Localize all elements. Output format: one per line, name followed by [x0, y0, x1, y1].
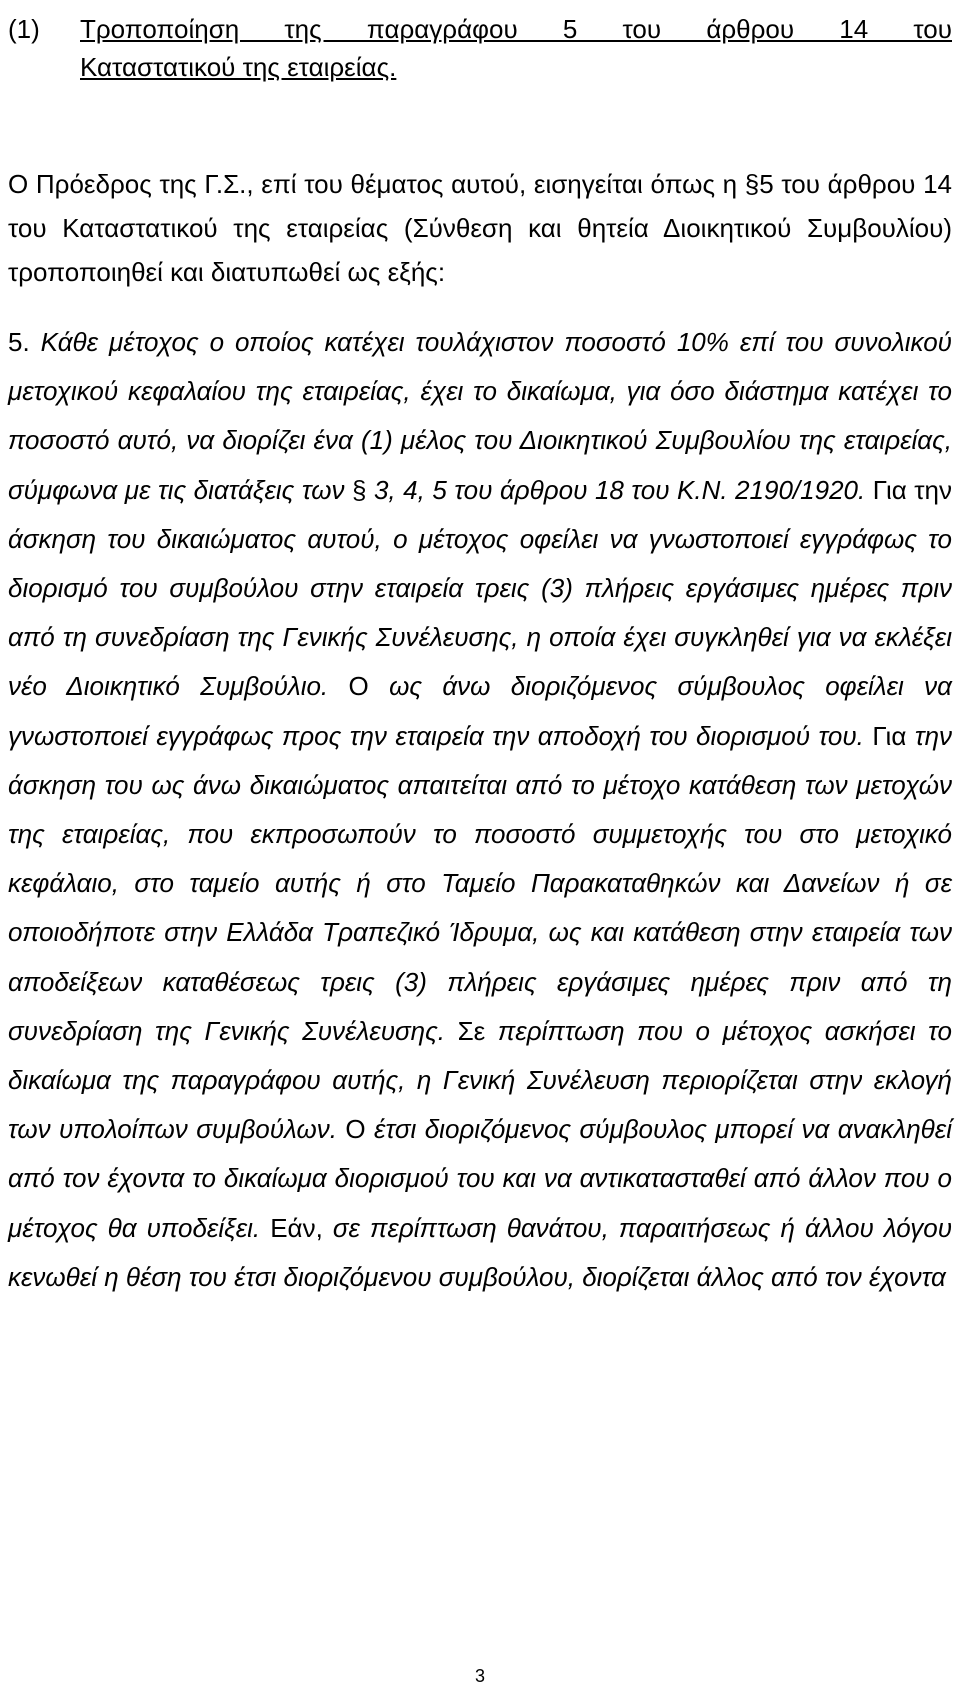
intro-text-start: Ο Πρόεδρος της Γ.Σ., επί του θέματος αυτού, εισηγείται όπως η [8, 169, 745, 199]
intro-paragraph [8, 162, 952, 294]
heading-title-line1: Τροποποίηση της παραγράφου 5 του άρθρου 14 του [80, 14, 952, 44]
article-sentence-2-start: Για την [865, 474, 952, 505]
intro-text-end: 5 του άρθρου 14 του Καταστατικού της εταιρείας (Σύνθεση και θητεία Διοικητικού Συμβουλίου) τροποποιηθεί και διατυπωθεί ως εξής: [8, 169, 952, 287]
article-number: 5. [8, 327, 41, 357]
article-sentence-6: έτσι διοριζόμενος σύμβουλος μπορεί να ανακληθεί από τον έχοντα το δικαίωμα διορισμού του και να αντικατασταθεί από άλλον που ο μέτοχος θα υποδείξει. [8, 1114, 952, 1243]
section-symbol: § [744, 169, 760, 199]
heading-number: (1) [8, 14, 40, 44]
article-sentence-4-start: Για [863, 720, 907, 751]
article-sentence-3: ως άνω διοριζόμενος σύμβουλος οφείλει να γνωστοποιεί εγγράφως προς την εταιρεία την αποδοχή του διορισμού του. [8, 671, 952, 751]
heading-title-line2: Καταστατικού της εταιρείας. [80, 52, 397, 82]
article-sentence-1-tail: 3, 4, 5 του άρθρου 18 του Κ.Ν. 2190/1920. [366, 474, 866, 505]
article-sentence-7: σε περίπτωση θανάτου, παραιτήσεως ή άλλου λόγου κενωθεί η θέση του έτσι διοριζόμενου συμβούλου, διορίζεται άλλος από τον έχοντα [8, 1212, 952, 1292]
article-sentence-3-start: Ο [328, 671, 369, 702]
article-paragraph [8, 318, 952, 1302]
article-sentence-5: περίπτωση που ο μέτοχος ασκήσει το δικαίωμα της παραγράφου αυτής, η Γενική Συνέλευση περιορίζεται στην εκλογή των υπολοίπων συμβούλων. [8, 1015, 952, 1145]
article-sentence-1: Κάθε μέτοχος ο οποίος κατέχει τουλάχιστον ποσοστό 10% επί του συνολικού μετοχικού κεφαλαίου της εταιρείας, έχει το δικαίωμα, για όσο διάστημα κατέχει το ποσοστό αυτό, να διορίζει ένα (1) μέλος του Διοικητικού Συμβουλίου της εταιρείας, σύμφωνα με τις διατάξεις των [8, 327, 952, 505]
article-sentence-7-start: Εάν, [260, 1212, 323, 1243]
article-sentence-2: άσκηση του δικαιώματος αυτού, ο μέτοχος οφείλει να γνωστοποιεί εγγράφως το διορισμό του συμβούλου στην εταιρεία τρεις (3) πλήρεις εργάσιμες ημέρες πριν από τη συνεδρίαση της Γενικής Συνέλευσης, η οποία έχει συγκληθεί για να εκλέξει νέο Διοικητικό Συμβούλιο. [8, 523, 952, 702]
article-sentence-5-start: Σε [444, 1015, 486, 1046]
article-section-symbol: § [351, 474, 367, 505]
article-sentence-6-start: Ο [336, 1114, 366, 1145]
page-number: 3 [474, 1666, 485, 1686]
article-sentence-4: την άσκηση του ως άνω δικαιώματος απαιτείται από το μέτοχο κατάθεση των μετοχών της εταιρείας, που εκπροσωπούν το ποσοστό συμμετοχής του στο μετοχικό κεφάλαιο, στο ταμείο αυτής ή στο Ταμείο Παρακαταθηκών και Δανείων ή σε οποιοδήποτε στην Ελλάδα Τραπεζικό Ίδρυμα, ως και κατάθεση στην εταιρεία των αποδείξεων καταθέσεως τρεις (3) πλήρεις εργάσιμες ημέρες πριν από τη συνεδρίαση της Γενικής Συνέλευσης. [8, 720, 953, 1046]
